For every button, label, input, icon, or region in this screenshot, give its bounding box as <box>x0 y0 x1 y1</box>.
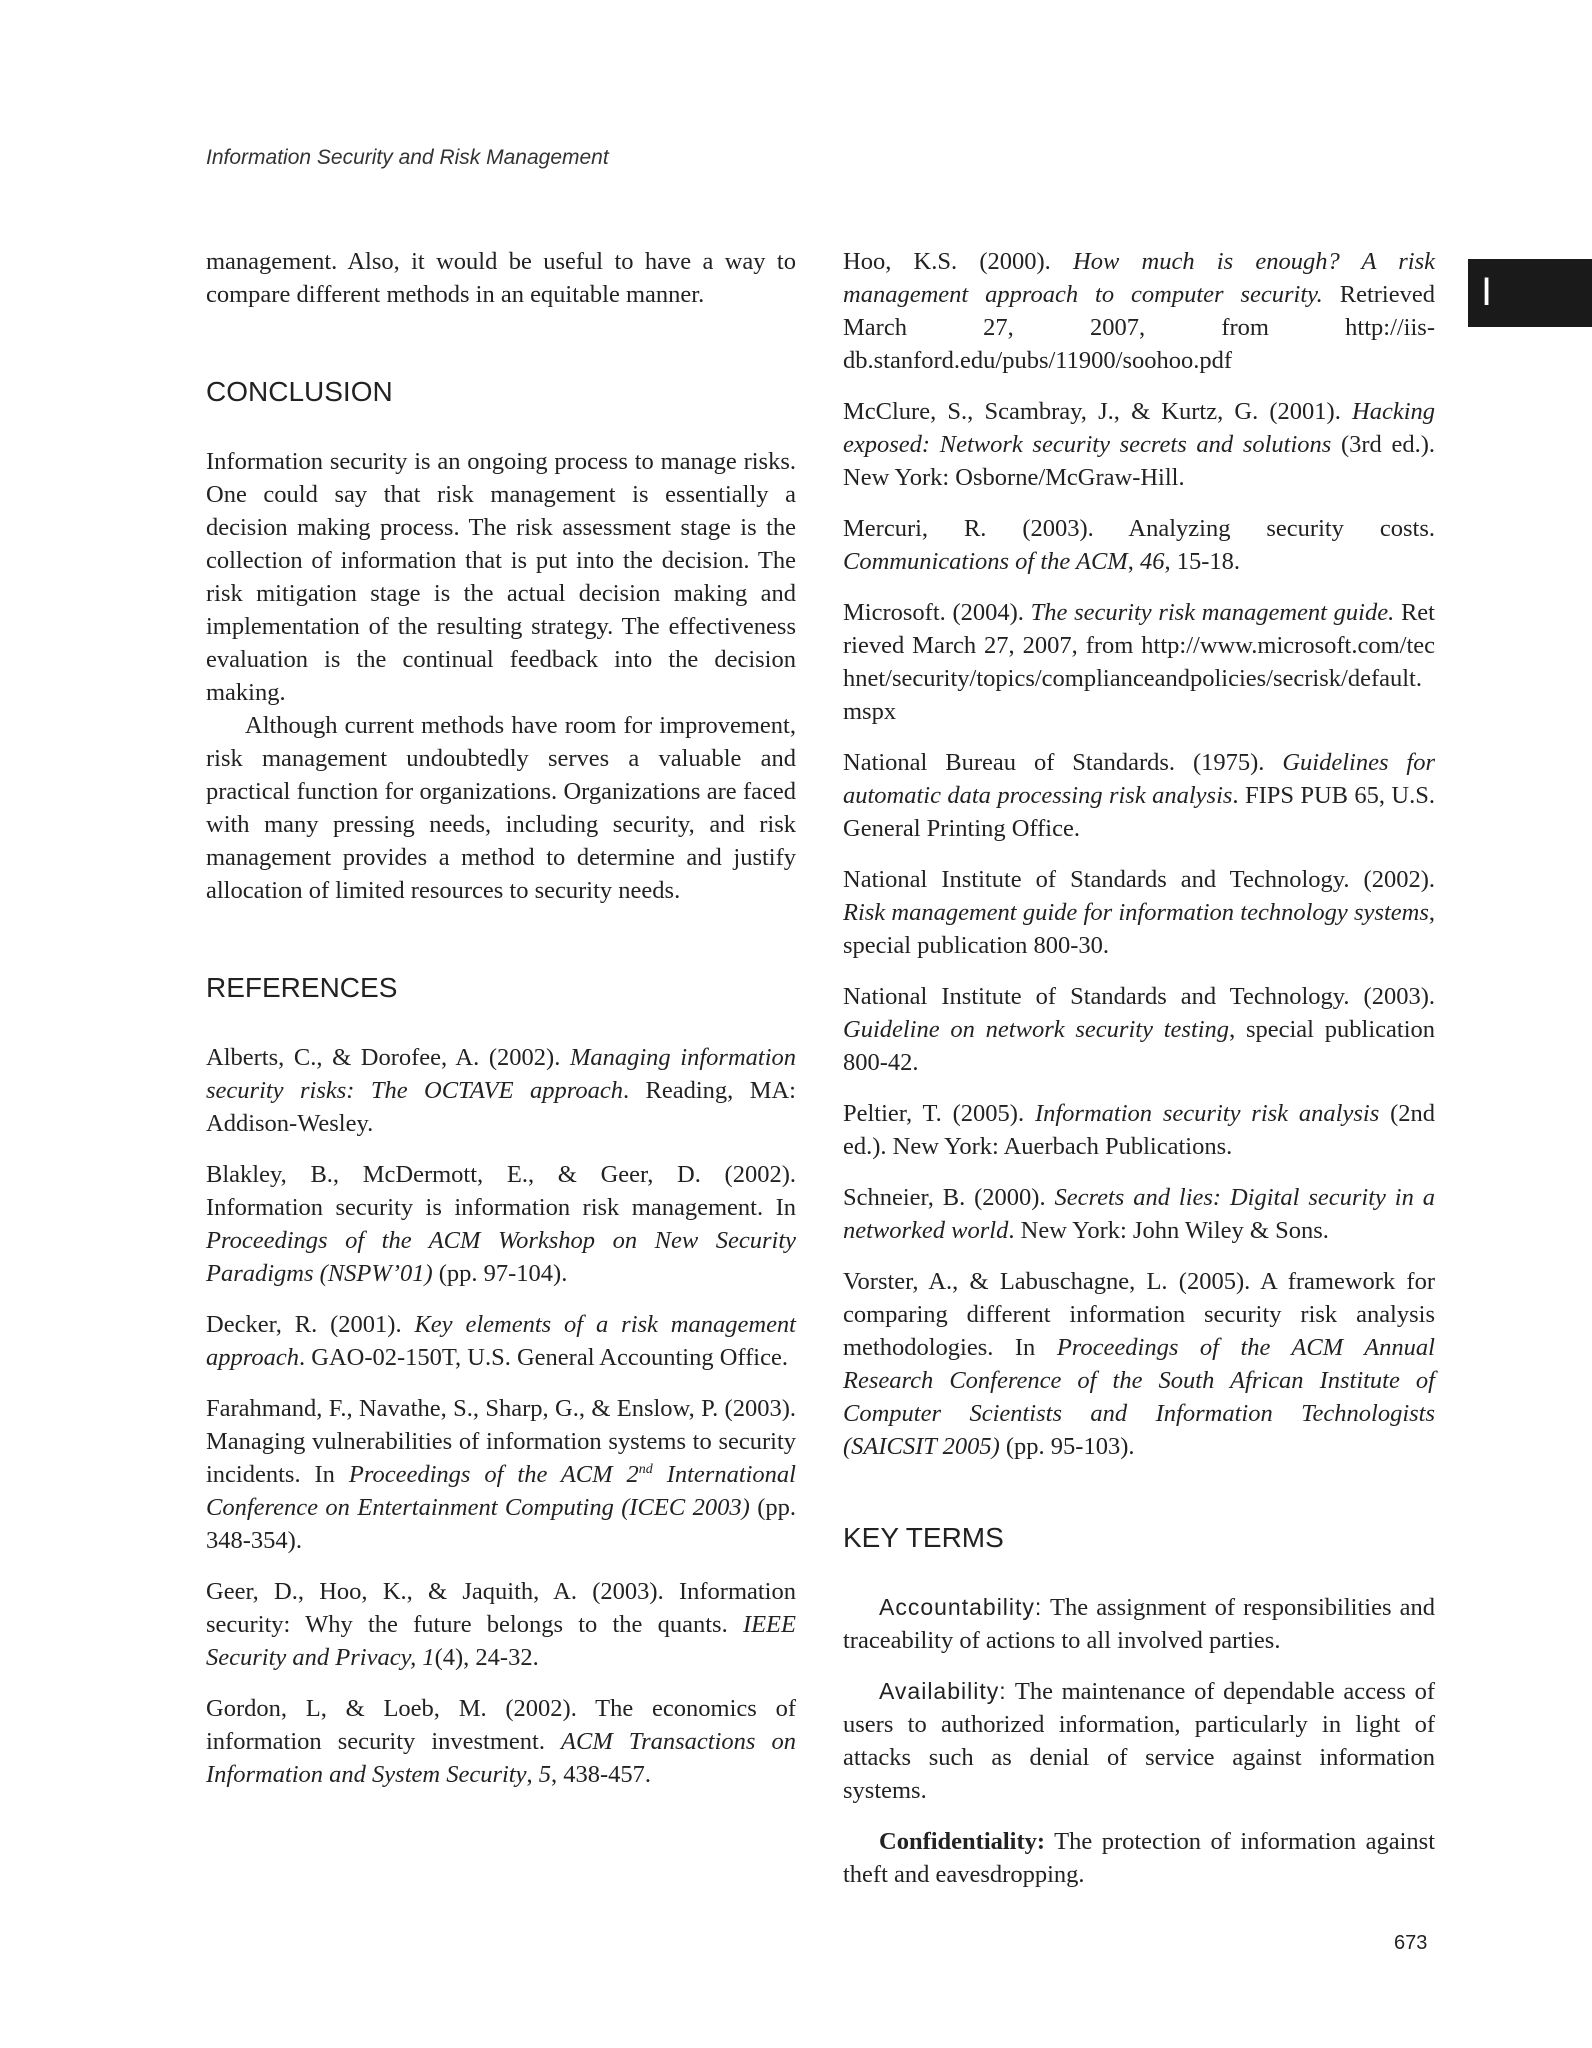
running-header: Information Security and Risk Management <box>206 146 609 169</box>
ref-title: Risk management guide for information technology systems <box>843 899 1429 926</box>
reference-hoo <box>843 245 1435 377</box>
ref-text: , <box>1127 548 1140 575</box>
ref-title: Key elements of a risk management approach <box>206 1311 796 1371</box>
ref-text: National Bureau of Standards. (1975). <box>843 749 1283 776</box>
ref-text: Hoo, K.S. (2000). <box>843 248 1073 275</box>
ref-text: National Institute of Standards and Technology. (2003). <box>843 983 1435 1010</box>
ref-text: , <box>526 1761 539 1788</box>
ref-text: Vorster, A., & Labuschagne, L. (2005). A framework for comparing different information security risk analysis methodologies. In <box>843 1268 1435 1361</box>
ref-text: . New York: John Wiley & Sons. <box>1008 1217 1329 1244</box>
ref-title: The security risk management guide. <box>1030 599 1395 626</box>
reference-farahmand <box>206 1392 796 1557</box>
reference-vorster <box>843 1265 1435 1463</box>
ref-title: Proceedings of the ACM Annual Research Conference of the South African Institute of Computer Scientists and Information Technologists (SAICSIT 2005) <box>843 1334 1435 1460</box>
ref-text: Mercuri, R. (2003). Analyzing security costs. <box>843 515 1435 542</box>
ref-volume: 46 <box>1139 548 1165 575</box>
term-name: Accountability: <box>879 1594 1043 1620</box>
ref-text: Farahmand, F., Navathe, S., Sharp, G., & Enslow, P. (2003). Managing vulnerabilities of information systems to security incidents. In <box>206 1395 796 1488</box>
ref-title-part: Proceedings of the ACM 2 <box>348 1461 639 1488</box>
ref-title: Guideline on network security testing <box>843 1016 1230 1043</box>
ref-text: . FIPS PUB 65, U.S. General Printing Office. <box>843 782 1435 842</box>
reference-alberts <box>206 1041 796 1140</box>
chapter-tab-letter: I <box>1481 270 1493 314</box>
ref-text: , special publication 800-42. <box>843 1016 1435 1076</box>
ref-text: Schneier, B. (2000). <box>843 1184 1055 1211</box>
ref-superscript: nd <box>638 1461 653 1477</box>
intro-paragraph-tail: management. Also, it would be useful to have a way to compare different methods in an equitable manner. <box>206 248 796 308</box>
ref-title: IEEE Security and Privacy, 1 <box>206 1611 796 1671</box>
chapter-tab <box>1468 259 1592 327</box>
ref-text: National Institute of Standards and Technology. (2002). <box>843 866 1435 893</box>
conclusion-paragraph-2: Although current methods have room for improvement, risk management undoubtedly serves a valuable and practical function for organizations. Organizations are faced with many pressing needs, including security, and risk management provides a method to determine and justify allocation of limited resources to security needs. <box>206 712 796 904</box>
reference-gordon <box>206 1692 796 1791</box>
ref-text: . Reading, MA: Addison-Wesley. <box>206 1077 796 1137</box>
ref-text: , 15-18. <box>1164 548 1240 575</box>
ref-title: Guidelines for automatic data processing risk analysis <box>843 749 1435 809</box>
ref-text: (pp. 97-104). <box>432 1260 568 1287</box>
key-term-confidentiality <box>843 1825 1435 1891</box>
ref-text: Microsoft. (2004). <box>843 599 1031 626</box>
ref-text: Geer, D., Hoo, K., & Jaquith, A. (2003). Information security: Why the future belongs to the quants. <box>206 1578 796 1638</box>
term-definition: The maintenance of dependable access of users to authorized information, particularly in light of attacks such as denial of service against information systems. <box>843 1678 1435 1804</box>
reference-mercuri <box>843 512 1435 578</box>
reference-geer <box>206 1575 796 1674</box>
ref-text: , special publication 800-30. <box>843 899 1435 959</box>
reference-decker <box>206 1308 796 1374</box>
term-definition: The assignment of responsibilities and traceability of actions to all involved parties. <box>843 1594 1435 1654</box>
ref-text: Retrieved March 27, 2007, from http://www.microsoft.com/technet/security/topics/complianceandpolicies/secrisk/default.mspx <box>843 599 1435 725</box>
ref-text: (pp. 95-103). <box>999 1433 1135 1460</box>
page-number: 673 <box>1394 1932 1428 1954</box>
reference-nist-2002 <box>843 863 1435 962</box>
ref-text: , 438-457. <box>551 1761 652 1788</box>
key-term-availability <box>843 1675 1435 1807</box>
reference-mcclure <box>843 395 1435 494</box>
reference-nbs <box>843 746 1435 845</box>
ref-text: Alberts, C., & Dorofee, A. (2002). <box>206 1044 570 1071</box>
ref-text: Peltier, T. (2005). <box>843 1100 1035 1127</box>
ref-title: Information security risk analysis <box>1034 1100 1380 1127</box>
term-definition: The protection of information against theft and eavesdropping. <box>843 1828 1435 1888</box>
right-column <box>843 245 1435 1909</box>
reference-nist-2003 <box>843 980 1435 1079</box>
reference-blakley <box>206 1158 796 1290</box>
left-column <box>206 245 796 1791</box>
ref-title: Hacking exposed: Network security secrets and solutions <box>843 398 1435 458</box>
ref-volume: 5 <box>538 1761 551 1788</box>
conclusion-heading: CONCLUSION <box>206 376 393 407</box>
ref-title: Proceedings of the ACM Workshop on New Security Paradigms (NSPW’01) <box>206 1227 796 1287</box>
ref-title: Managing information security risks: The OCTAVE approach <box>206 1044 796 1104</box>
key-term-accountability <box>843 1591 1435 1657</box>
reference-schneier <box>843 1181 1435 1247</box>
ref-text: (2nd ed.). New York: Auerbach Publications. <box>843 1100 1436 1160</box>
term-name: Confidentiality: <box>879 1828 1046 1855</box>
ref-text: Decker, R. (2001). <box>206 1311 415 1338</box>
key-terms-heading: KEY TERMS <box>843 1522 1004 1553</box>
ref-text: Retrieved March 27, 2007, from http://iis-db.stanford.edu/pubs/11900/soohoo.pdf <box>843 281 1435 374</box>
ref-text: (4), 24-32. <box>434 1644 539 1671</box>
ref-title: ACM Transactions on Information and System Security <box>206 1728 796 1788</box>
ref-text: . GAO-02-150T, U.S. General Accounting Office. <box>299 1344 788 1371</box>
reference-peltier <box>843 1097 1435 1163</box>
ref-title-part: International Conference on Entertainment Computing (ICEC 2003) <box>206 1461 796 1521</box>
term-name: Availability: <box>879 1678 1007 1704</box>
ref-title: How much is enough? A risk management approach to computer security. <box>843 248 1435 308</box>
ref-title: Secrets and lies: Digital security in a networked world <box>843 1184 1435 1244</box>
ref-text: (3rd ed.). New York: Osborne/McGraw-Hill. <box>843 431 1435 491</box>
ref-title: Communications of the ACM <box>843 548 1128 575</box>
reference-microsoft <box>843 596 1435 728</box>
ref-text: Blakley, B., McDermott, E., & Geer, D. (2002). Information security is information risk management. In <box>206 1161 796 1221</box>
ref-text: McClure, S., Scambray, J., & Kurtz, G. (2001). <box>843 398 1352 425</box>
ref-text: (pp. 348-354). <box>206 1494 796 1554</box>
ref-text: Gordon, L, & Loeb, M. (2002). The economics of information security investment. <box>206 1695 796 1755</box>
conclusion-paragraph-1: Information security is an ongoing process to manage risks. One could say that risk management is essentially a decision making process. The risk assessment stage is the collection of information that is put into the decision. The risk mitigation stage is the actual decision making and implementation of the resulting strategy. The effectiveness evaluation is the continual feedback into the decision making. <box>206 448 796 706</box>
references-heading: REFERENCES <box>206 972 398 1003</box>
